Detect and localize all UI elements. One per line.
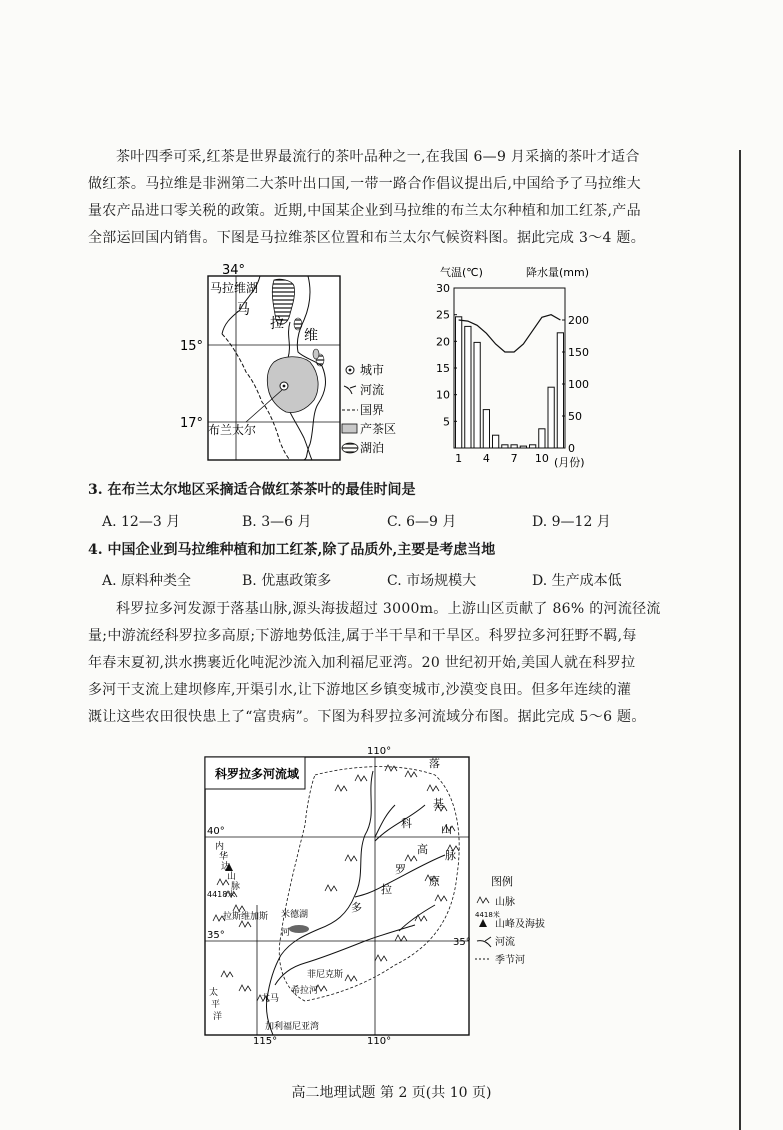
precip-tick-label-200: 200	[568, 314, 589, 327]
colorado-legend	[475, 874, 545, 966]
climate-chart	[430, 262, 605, 470]
plateau-char-1: 科	[401, 817, 412, 830]
legend-city: 城市	[360, 363, 385, 377]
lon-110-bottom: 110°	[367, 1036, 392, 1047]
precip-bar-12	[557, 333, 563, 448]
legend-river: 河流	[495, 937, 515, 948]
month-tick-7: 7	[510, 452, 518, 465]
lat-40: 40°	[207, 826, 225, 837]
q3-options	[102, 511, 702, 531]
phoenix-label: 菲尼克斯	[307, 970, 344, 980]
legend-river-icon	[477, 937, 491, 947]
rocky-char-3: 山	[441, 823, 452, 836]
las-vegas-label: 拉斯维加斯	[223, 912, 269, 922]
q4-options	[102, 570, 702, 590]
lat-35-right: 35°	[453, 937, 471, 948]
plateau-char-2: 罗	[395, 863, 406, 876]
precip-tick-label-100: 100	[568, 378, 589, 391]
precip-bar-2	[465, 326, 471, 448]
legend-mountain: 山脉	[495, 897, 515, 908]
rocky-char-2: 基	[433, 797, 444, 810]
passage-line: 年春末夏初,洪水携裹近化吨泥沙流入加利福尼亚湾。20 世纪初开始,美国人就在科罗拉	[88, 655, 636, 671]
precip-bar-3	[474, 342, 480, 448]
rocky-char-4: 脉	[445, 849, 456, 862]
sierra-char-5: 脉	[231, 882, 241, 892]
passage-line: 溉让这些农田很快患上了“富贵病”。下图为科罗拉多河流域分布图。据此完成 5～6 题。	[88, 709, 646, 725]
legend-tea-icon	[342, 424, 357, 433]
city-dot	[283, 385, 286, 388]
city-label: 布兰太尔	[208, 423, 257, 437]
month-tick-4: 4	[482, 452, 490, 465]
passage-line: 量农产品进口零关税的政策。近期,中国某企业到马拉维的布兰太尔种植和加工红茶,产品	[88, 203, 641, 219]
q3-option-b[interactable]: B. 3—6 月	[242, 514, 312, 530]
legend-seasonal: 季节河	[495, 955, 525, 966]
precip-bar-7	[511, 445, 517, 448]
peak-elevation: 4418米	[207, 890, 236, 899]
passage-line: 科罗拉多河发源于落基山脉,源头海拔超过 3000m。上游山区贡献了 86% 的河流径流	[116, 601, 661, 617]
lon-110-top: 110°	[367, 746, 392, 757]
question-3: 3. 在布兰太尔地区采摘适合做红茶茶叶的最佳时间是	[88, 482, 416, 498]
q3-option-d[interactable]: D. 9—12 月	[532, 514, 611, 530]
precip-bar-11	[548, 387, 554, 448]
legend-tea: 产茶区	[360, 422, 397, 436]
tea-area-small	[313, 349, 319, 359]
precip-tick-label-0: 0	[568, 442, 575, 455]
temp-tick-label-10: 10	[436, 388, 450, 402]
sierra-char-4: 山	[227, 872, 237, 882]
precip-bar-1	[456, 317, 462, 448]
plateau-char-6: 原	[429, 875, 440, 888]
malawi-legend	[342, 363, 396, 455]
temp-axis-label: 气温(℃)	[440, 266, 483, 279]
temp-tick-label-25: 25	[436, 308, 450, 322]
he-label: 河	[281, 928, 291, 938]
gulf-label: 加利福尼亚湾	[265, 1022, 320, 1032]
rocky-char-1: 落	[429, 757, 440, 770]
pacific-char-2: 平	[211, 1000, 221, 1010]
country-char-2: 拉	[270, 316, 284, 332]
sierra-char-3: 达	[221, 862, 231, 872]
yuma-label: 尤马	[261, 994, 280, 1004]
precip-bar-4	[483, 410, 489, 448]
temp-tick-label-30: 30	[436, 282, 450, 295]
precip-bar-10	[539, 429, 545, 448]
lake-label: 马拉维湖	[210, 281, 259, 295]
precip-bar-5	[493, 435, 499, 448]
precip-axis-label: 降水量(mm)	[526, 266, 590, 279]
temp-tick-label-20: 20	[436, 335, 450, 349]
month-tick-1: 1	[455, 452, 463, 465]
legend-peak: 山峰及海拔	[495, 919, 545, 930]
legend-peak-icon	[479, 919, 487, 927]
legend-river: 河流	[360, 383, 385, 397]
colorado-map	[195, 745, 575, 1047]
q4-option-d[interactable]: D. 生产成本低	[532, 573, 622, 589]
binding-line	[739, 150, 741, 1130]
temp-tick-label-15: 15	[436, 362, 450, 375]
legend-river-icon	[344, 386, 356, 394]
passage-line: 量;中游流经科罗拉多高原;下游地势低洼,属于半干旱和干旱区。科罗拉多河狂野不羁,每	[88, 628, 637, 644]
passage-line: 做红茶。马拉维是非洲第二大茶叶出口国,一带一路合作倡议提出后,中国给予了马拉维大	[88, 176, 641, 192]
q3-option-c[interactable]: C. 6—9 月	[387, 514, 457, 530]
sierra-char-2: 华	[219, 852, 229, 862]
q4-option-a[interactable]: A. 原料种类全	[102, 573, 192, 589]
precip-bar-8	[520, 446, 526, 448]
passage-tea	[88, 144, 698, 252]
plateau-char-5: 高	[417, 843, 428, 856]
legend-peak-elev: 4418米	[475, 911, 500, 919]
lake-mead	[289, 925, 309, 933]
passage-line: 茶叶四季可采,红茶是世界最流行的茶叶品种之一,在我国 6—9 月采摘的茶叶才适合	[116, 149, 640, 165]
lon-label-34: 34°	[222, 263, 246, 278]
legend-title: 图例	[491, 875, 513, 888]
passage-line: 多河干支流上建坝修库,开渠引水,让下游地区乡镇变城市,沙漠变良田。但多年连续的灌	[88, 682, 632, 698]
colorado-frame	[205, 757, 469, 1035]
country-char-1: 马	[236, 302, 250, 318]
legend-lake-icon	[342, 443, 358, 453]
question-4: 4. 中国企业到马拉维种植和加工红茶,除了品质外,主要是考虑当地	[88, 542, 496, 558]
q4-option-b[interactable]: B. 优惠政策多	[242, 573, 332, 589]
page-footer: 高二地理试题 第 2 页(共 10 页)	[291, 1085, 492, 1101]
lat-label-15: 15°	[180, 339, 204, 354]
month-unit: (月份)	[554, 456, 585, 469]
lon-115-bottom: 115°	[253, 1036, 278, 1047]
lat-label-17: 17°	[180, 416, 204, 431]
plateau-char-4: 多	[351, 901, 362, 914]
sierra-char-1: 内	[215, 842, 225, 852]
malawi-map	[180, 262, 425, 467]
legend-border: 国界	[360, 403, 385, 417]
plateau-char-3: 拉	[381, 883, 392, 896]
country-char-3: 维	[304, 328, 318, 344]
q4-option-c[interactable]: C. 市场规模大	[387, 573, 477, 589]
passage-line: 全部运回国内销售。下图是马拉维茶区位置和布兰太尔气候资料图。据此完成 3～4 题。	[88, 230, 646, 246]
month-tick-10: 10	[534, 452, 549, 465]
precip-tick-label-150: 150	[568, 346, 589, 359]
precip-bar-9	[530, 445, 536, 448]
passage-colorado	[88, 596, 698, 731]
legend-lake: 湖泊	[360, 441, 385, 455]
precip-tick-label-50: 50	[568, 410, 582, 423]
lake-mead-label: 米德湖	[281, 910, 309, 920]
temp-tick-label-5: 5	[443, 415, 450, 429]
precip-bar-6	[502, 445, 508, 448]
q3-option-a[interactable]: A. 12—3 月	[102, 514, 181, 530]
pacific-char-3: 洋	[213, 1012, 223, 1022]
pacific-char-1: 太	[209, 988, 219, 998]
colorado-title: 科罗拉多河流域	[215, 767, 300, 781]
gila-label: 希拉河	[291, 986, 319, 996]
lat-35-left: 35°	[207, 930, 225, 941]
